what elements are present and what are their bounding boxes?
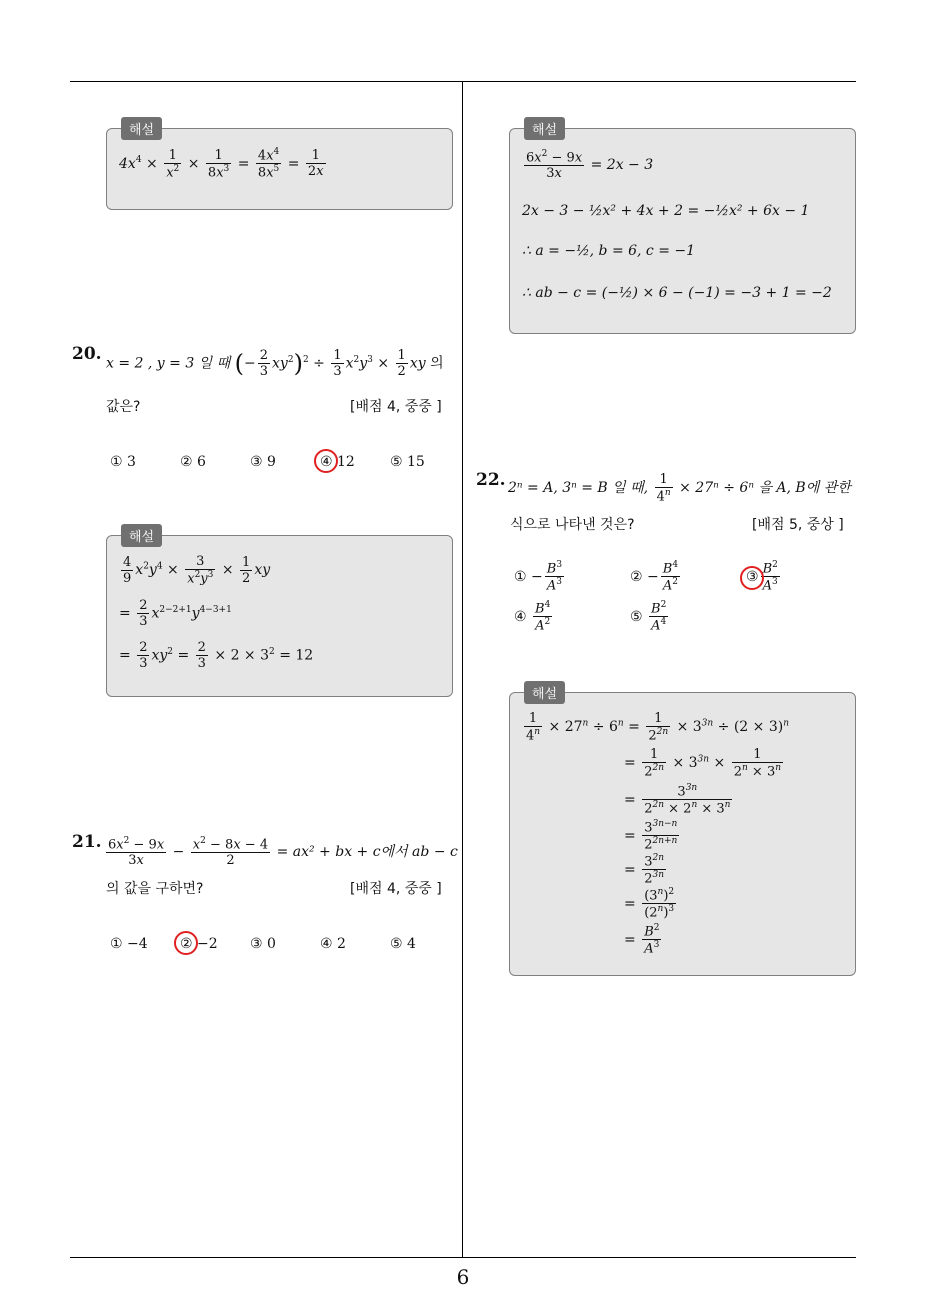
q21-meta: [배점 4, 중중 ] <box>350 881 442 897</box>
q21-choice-1[interactable]: ① −4 <box>110 936 148 952</box>
solution-tag: 해설 <box>121 117 162 140</box>
q21-solution-line4: ∴ ab − c = (−½) × 6 − (−1) = −3 + 1 = −2 <box>522 285 832 301</box>
q21-text-mid: = ax² + bx + c에서 ab − c <box>276 844 458 861</box>
q22-choice-1[interactable]: ① − $\frac{B^3}{A^3}$ <box>514 560 563 594</box>
q21-question-text: $\frac{6x^2 - 9x}{3x}$ − $\frac{x^2 - 8x - 4}{2}$ = ax² + bx + c에서 ab − c <box>108 836 458 869</box>
q21-solution-line3: ∴ a = −½, b = 6, c = −1 <box>522 243 696 259</box>
q22-text-prefix: 2ⁿ = A, 3ⁿ = B 일 때, <box>508 480 649 497</box>
q21-solution-line2: 2x − 3 − ½x² + 4x + 2 = −½x² + 6x − 1 <box>522 203 810 219</box>
q21-choice-4[interactable]: ④ 2 <box>320 936 346 952</box>
q20-choice-3[interactable]: ③ 9 <box>250 454 276 470</box>
q21-solution-line1: $\frac{6x^2 - 9x}{3x}$ = 2x − 3 <box>526 149 654 182</box>
q20-solution-line1: $\frac{4}{9}$ $x^2y^4$ × $\frac{3}{x^2y^3}$ × $\frac{1}{2}$ xy <box>123 554 271 587</box>
q22-meta: [배점 5, 중상 ] <box>752 517 844 533</box>
solution-tag: 해설 <box>524 117 565 140</box>
q20-number: 20. <box>72 344 102 364</box>
q22-answer-mark <box>740 566 764 590</box>
q22-choice-3[interactable]: ③ $\frac{B^2}{A^3}$ <box>746 560 778 594</box>
q20-choice-1[interactable]: ① 3 <box>110 454 136 470</box>
q22-solution-line4: = $\frac{3^{3n-n}}{2^{2n+n}}$ <box>624 819 678 853</box>
q20-choice-2[interactable]: ② 6 <box>180 454 206 470</box>
q22-solution-line1: $\frac{1}{4^n}$ × $27^n \div 6^n$ = $\frac{1}{2^{2n}}$ × $3^{3n} \div (2 \times 3)^n$ <box>526 711 789 744</box>
q20-text-prefix: x = 2 , y = 3 일 때 <box>106 355 231 372</box>
q20-question-text: x = 2 , y = 3 일 때 (− $\frac{2}{3}$ $xy^2)^2$ ÷ $\frac{1}{3}$ $x^2y^3$ × $\frac{1}{2}$ xy 의 <box>106 348 444 379</box>
q22-question-text: 2ⁿ = A, 3ⁿ = B 일 때, $\frac{1}{4^n}$ × 27ⁿ ÷ 6ⁿ 을 A, B에 관한 <box>508 472 851 505</box>
top-rule <box>70 81 856 82</box>
q22-number: 22. <box>476 470 506 490</box>
q22-choice-2[interactable]: ② − $\frac{B^4}{A^2}$ <box>630 560 679 594</box>
q21-number: 21. <box>72 832 102 852</box>
q21-choice-2[interactable]: ② −2 <box>180 936 218 952</box>
solution-tag: 해설 <box>121 524 162 547</box>
bottom-rule <box>70 1257 856 1258</box>
q22-question-line2: 식으로 나타낸 것은? <box>510 517 635 533</box>
q21-choice-3[interactable]: ③ 0 <box>250 936 276 952</box>
page-number: 6 <box>456 1265 470 1289</box>
column-divider <box>462 82 463 1258</box>
q20-answer-mark <box>314 449 338 473</box>
q22-solution-box <box>509 687 856 976</box>
q22-solution-line5: = $\frac{3^{2n}}{2^{3n}}$ <box>624 853 664 887</box>
q19-solution-line: $4x^4$ × $\frac{1}{x^2}$ × $\frac{1}{8x^3}$ = $\frac{4x^4}{8x^5}$ = $\frac{1}{2x}$ <box>119 147 324 181</box>
q20-choice-4[interactable]: ④ 12 <box>320 454 355 470</box>
q20-text-suffix: 의 <box>430 355 444 372</box>
q22-solution-line2: = $\frac{1}{2^{2n}}$ × $3^{3n}$ × $\frac{1}{2^n \times 3^n}$ <box>624 747 782 780</box>
q21-solution-box <box>509 123 856 334</box>
q19-solution-box <box>106 123 453 210</box>
q20-solution-box <box>106 530 453 697</box>
q20-meta: [배점 4, 중중 ] <box>350 399 442 415</box>
q22-choice-4[interactable]: ④ $\frac{B^4}{A^2}$ <box>514 600 551 634</box>
q20-solution-line2: = $\frac{2}{3}$ $x^{2-2+1}y^{4-3+1}$ <box>119 598 232 629</box>
q22-solution-line6: = $\frac{(3^n)^2}{(2^n)^3}$ <box>624 887 675 921</box>
q22-solution-line3: = $\frac{3^{3n}}{2^{2n} \times 2^n \times 3^n}$ <box>624 783 731 817</box>
q21-solution-line1-text: = 2x − 3 <box>590 157 654 174</box>
solution-tag: 해설 <box>524 681 565 704</box>
q21-answer-mark <box>174 931 198 955</box>
q20-solution-line3: = $\frac{2}{3}$ $xy^2$ = $\frac{2}{3}$ × $2 \times 3^2 = 12$ <box>119 640 314 671</box>
q21-question-line2: 의 값을 구하면? <box>106 881 204 897</box>
q22-choice-5[interactable]: ⑤ $\frac{B^2}{A^4}$ <box>630 600 667 634</box>
q21-choice-5[interactable]: ⑤ 4 <box>390 936 416 952</box>
q22-solution-line7: = $\frac{B^2}{A^3}$ <box>624 923 660 957</box>
q22-text-suffix: × 27ⁿ ÷ 6ⁿ 을 A, B에 관한 <box>679 480 851 497</box>
q20-choice-5[interactable]: ⑤ 15 <box>390 454 425 470</box>
q20-question-line2: 값은? <box>106 399 141 415</box>
